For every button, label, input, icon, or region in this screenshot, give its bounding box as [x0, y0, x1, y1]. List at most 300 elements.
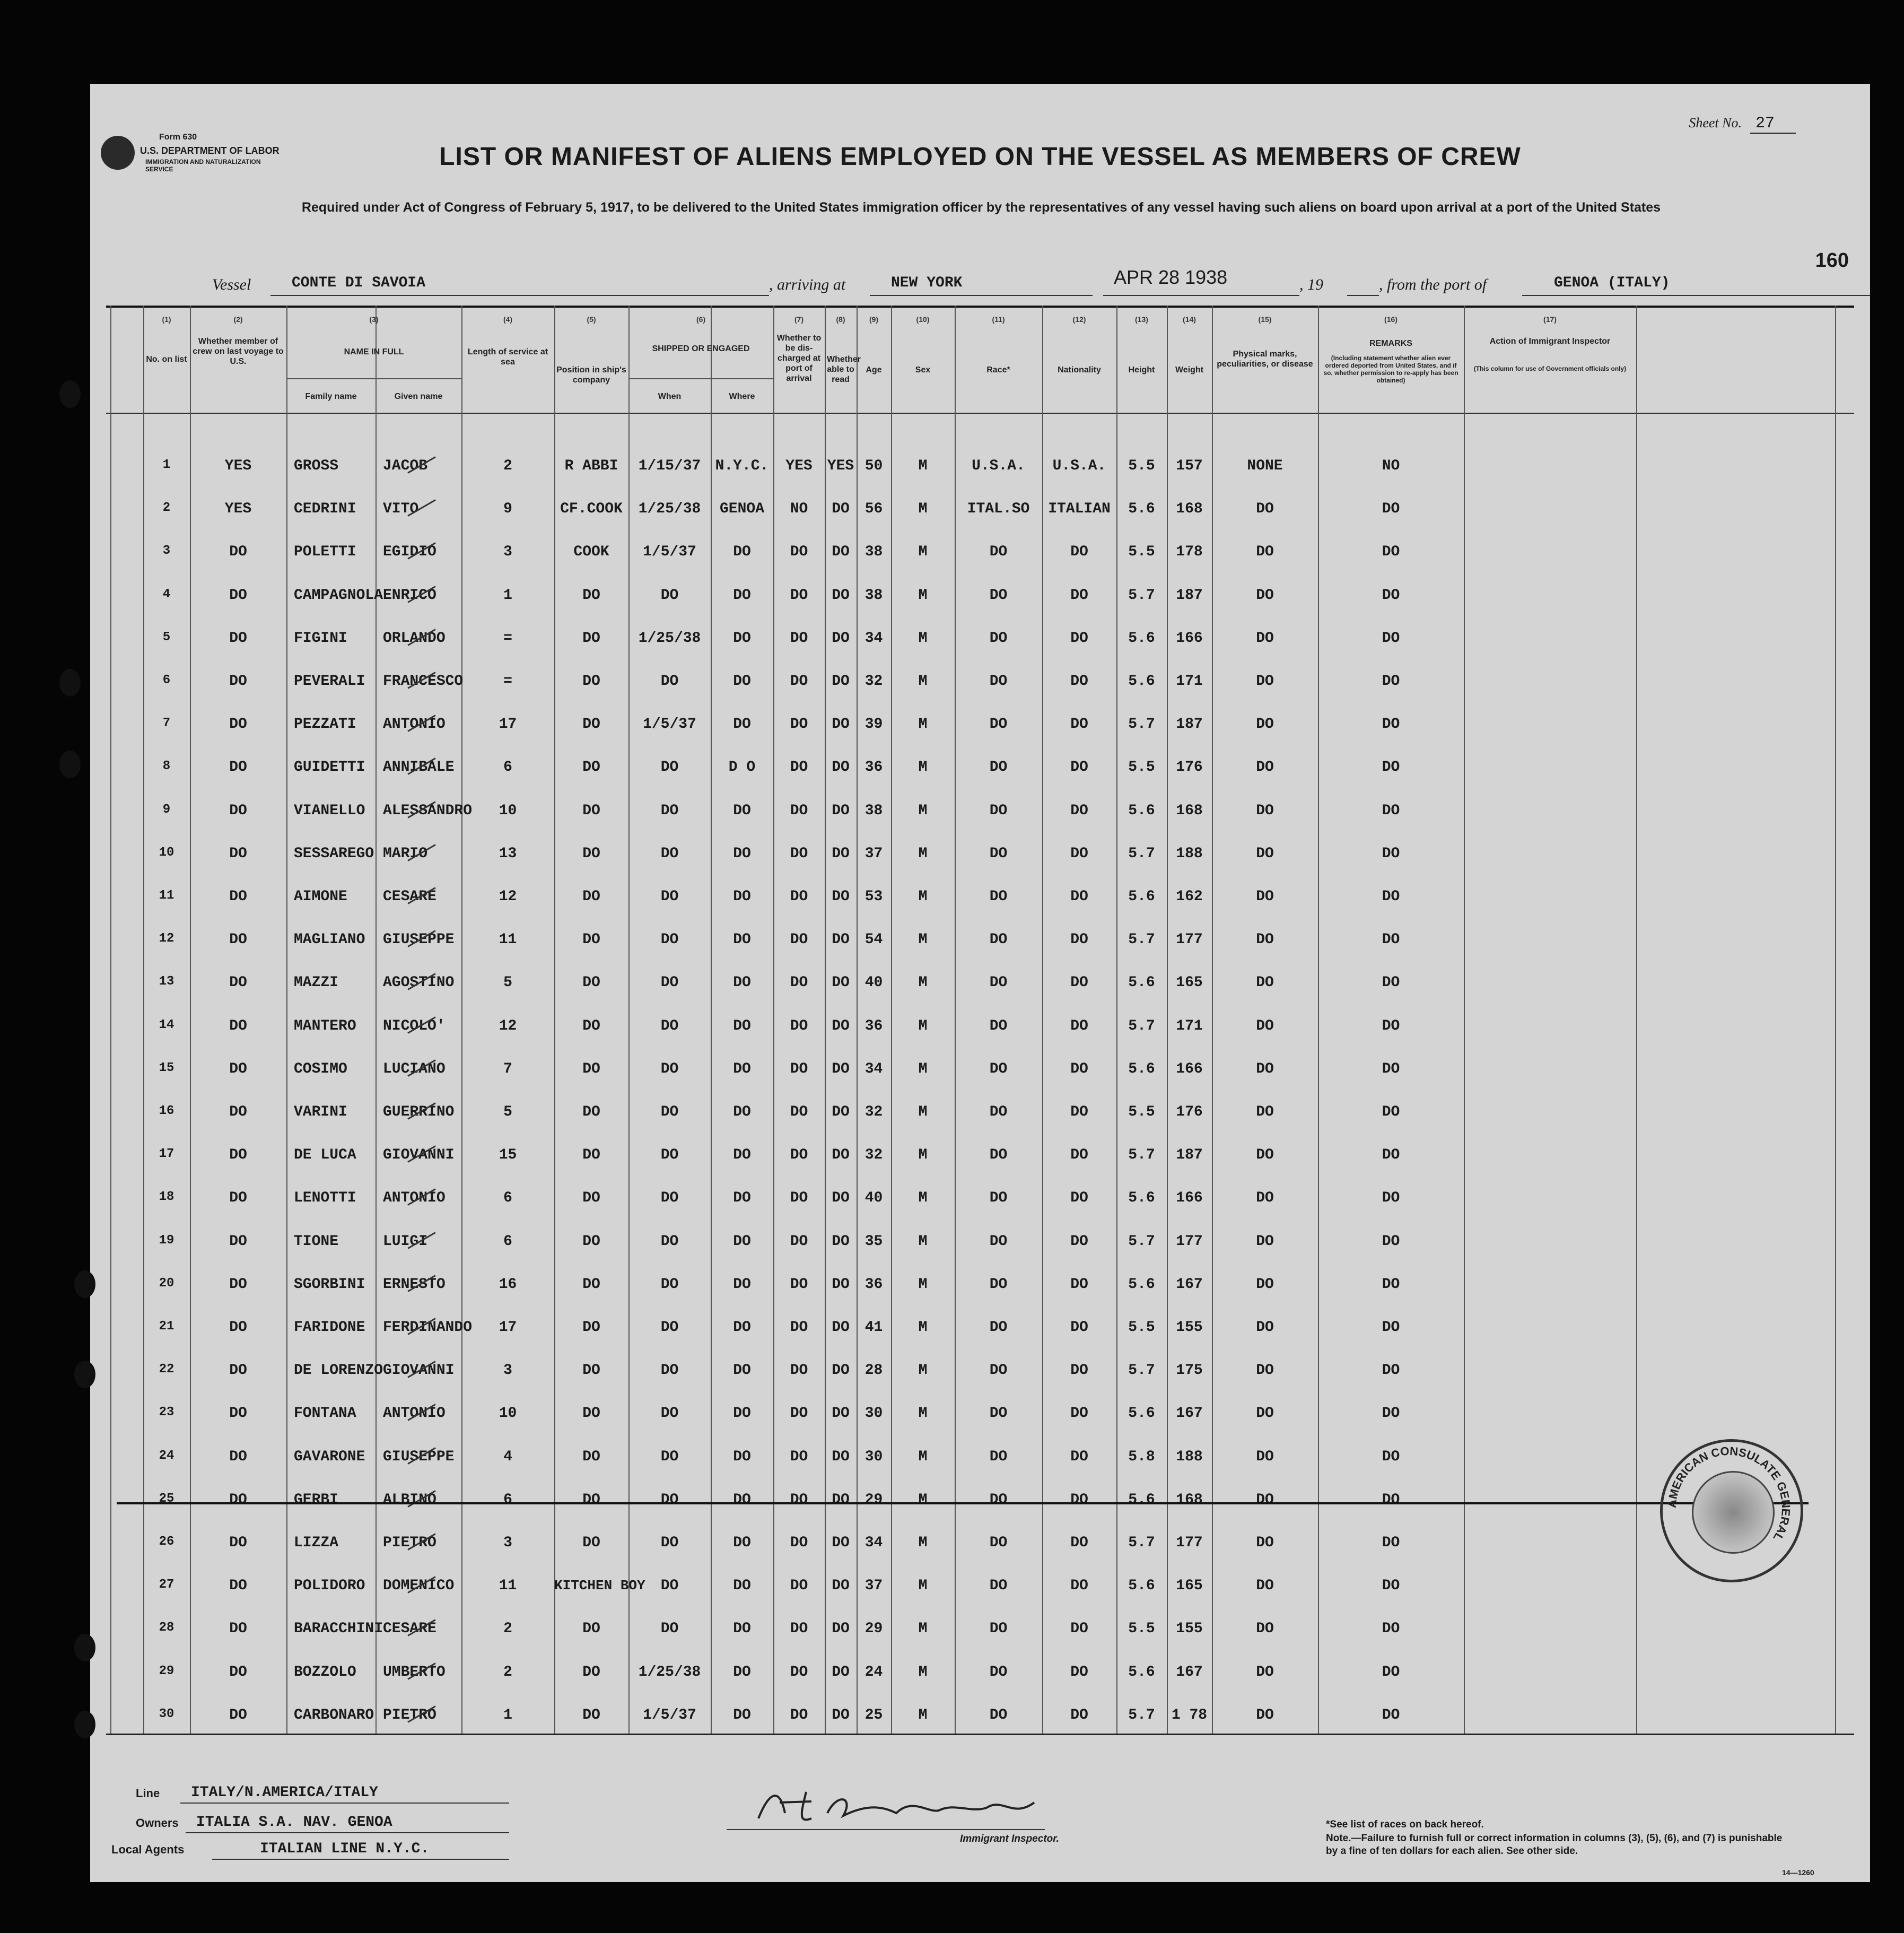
- cell-race: DO: [989, 544, 1008, 561]
- cell-height: 5.6: [1128, 630, 1155, 647]
- cell-given: ANTONIO: [383, 1190, 446, 1207]
- cell-sex: M: [918, 1578, 928, 1595]
- name-subheader-rule: [286, 378, 461, 379]
- cell-crew: DO: [229, 630, 247, 647]
- cell-disch: DO: [790, 1535, 808, 1551]
- cell-crew: DO: [229, 1060, 247, 1077]
- column-number: (17): [1543, 315, 1557, 324]
- cell-nat: DO: [1070, 1491, 1088, 1508]
- cell-no: 11: [159, 889, 174, 903]
- column-number: (14): [1183, 315, 1196, 324]
- cell-sex: M: [918, 845, 928, 862]
- cell-crew: DO: [229, 1276, 247, 1293]
- cell-position: DO: [582, 673, 600, 690]
- cell-height: 5.6: [1128, 1276, 1155, 1293]
- cell-where: DO: [733, 630, 751, 647]
- cell-phys: DO: [1256, 1104, 1274, 1120]
- cell-weight: 168: [1176, 1491, 1203, 1508]
- cell-disch: DO: [790, 1362, 808, 1379]
- cell-weight: 162: [1176, 889, 1203, 905]
- cell-crew: DO: [229, 1190, 247, 1207]
- column-number: (4): [503, 315, 513, 324]
- cell-where: GENOA: [719, 501, 764, 518]
- cell-position: DO: [582, 1017, 600, 1034]
- cell-read: DO: [832, 1664, 850, 1681]
- cell-no: 6: [162, 673, 171, 687]
- cell-read: DO: [832, 802, 850, 819]
- cell-remarks: DO: [1382, 1405, 1400, 1422]
- cell-family: POLETTI: [294, 544, 356, 561]
- cell-height: 5.5: [1128, 1319, 1155, 1336]
- cell-when: DO: [660, 802, 679, 819]
- cell-given: EGIDIO: [383, 544, 436, 561]
- cell-age: 38: [864, 802, 883, 819]
- cell-family: CEDRINI: [294, 501, 356, 518]
- column-header-sex: Sex: [915, 365, 931, 375]
- cell-age: 32: [864, 673, 883, 690]
- line-value: ITALY/N.AMERICA/ITALY: [191, 1784, 378, 1801]
- cell-sex: M: [918, 716, 928, 733]
- cell-height: 5.7: [1128, 845, 1155, 862]
- cell-position: DO: [582, 1664, 600, 1681]
- cell-remarks: NO: [1382, 458, 1400, 474]
- cell-given: ANTONIO: [383, 716, 446, 733]
- cell-disch: DO: [790, 1233, 808, 1250]
- cell-nat: DO: [1070, 1276, 1088, 1293]
- service-name: IMMIGRATION AND NATURALIZATION SERVICE: [145, 158, 261, 173]
- column-number: (16): [1384, 315, 1398, 324]
- cell-where: DO: [733, 1276, 751, 1293]
- cell-height: 5.7: [1128, 1017, 1155, 1034]
- cell-sex: M: [918, 630, 928, 647]
- binder-hole: [74, 1270, 95, 1298]
- cell-when: 1/25/38: [638, 1664, 701, 1681]
- cell-disch: DO: [790, 845, 808, 862]
- cell-height: 5.7: [1128, 931, 1155, 948]
- cell-when: DO: [660, 673, 679, 690]
- cell-where: DO: [733, 1535, 751, 1551]
- cell-race: DO: [989, 1319, 1008, 1336]
- cell-phys: DO: [1256, 1578, 1274, 1595]
- cell-age: 36: [864, 1276, 883, 1293]
- sheet-number-value: 27: [1750, 115, 1796, 134]
- cell-phys: DO: [1256, 673, 1274, 690]
- cell-service: 6: [503, 1190, 512, 1207]
- cell-crew: DO: [229, 1104, 247, 1120]
- cell-no: 4: [162, 587, 171, 602]
- cell-race: DO: [989, 587, 1008, 604]
- cell-no: 12: [159, 931, 174, 946]
- column-number: (11): [992, 315, 1005, 324]
- cell-read: DO: [832, 1535, 850, 1551]
- cell-when: 1/5/37: [643, 716, 696, 733]
- agents-value: ITALIAN LINE N.Y.C.: [260, 1841, 430, 1857]
- cell-remarks: DO: [1382, 673, 1400, 690]
- cell-race: U.S.A.: [972, 458, 1025, 474]
- cell-remarks: DO: [1382, 1578, 1400, 1595]
- cell-race: DO: [989, 1362, 1008, 1379]
- cell-family: MANTERO: [294, 1017, 356, 1034]
- cell-service: 15: [499, 1147, 517, 1164]
- cell-weight: 168: [1176, 501, 1203, 518]
- cell-no: 24: [159, 1448, 174, 1463]
- cell-disch: DO: [790, 974, 808, 991]
- cell-sex: M: [918, 458, 928, 474]
- cell-when: DO: [660, 845, 679, 862]
- cell-crew: DO: [229, 1535, 247, 1551]
- cell-race: DO: [989, 845, 1008, 862]
- cell-height: 5.7: [1128, 1706, 1155, 1723]
- cell-disch: DO: [790, 889, 808, 905]
- cell-service: 6: [503, 759, 512, 776]
- cell-nat: DO: [1070, 1535, 1088, 1551]
- cell-race: DO: [989, 1017, 1008, 1034]
- column-number: (9): [869, 315, 879, 324]
- cell-service: 17: [499, 716, 517, 733]
- cell-when: DO: [660, 1535, 679, 1551]
- cell-disch: DO: [790, 1276, 808, 1293]
- cell-crew: DO: [229, 1578, 247, 1595]
- vessel-name: CONTE DI SAVOIA: [292, 275, 426, 291]
- cell-nat: DO: [1070, 845, 1088, 862]
- cell-family: CAMPAGNOLA: [294, 587, 383, 604]
- cell-service: 3: [503, 1362, 512, 1379]
- cell-sex: M: [918, 587, 928, 604]
- cell-service: 11: [499, 931, 517, 948]
- cell-given: PIETRO: [383, 1706, 436, 1723]
- cell-where: DO: [733, 673, 751, 690]
- agents-label: Local Agents: [111, 1843, 185, 1856]
- cell-given: AGOSTINO: [383, 974, 455, 991]
- cell-sex: M: [918, 1319, 928, 1336]
- cell-phys: DO: [1256, 759, 1274, 776]
- cell-no: 23: [159, 1405, 174, 1420]
- cell-disch: DO: [790, 1578, 808, 1595]
- cell-disch: DO: [790, 544, 808, 561]
- cell-nat: DO: [1070, 1233, 1088, 1250]
- cell-crew: DO: [229, 1147, 247, 1164]
- cell-given: UMBERTO: [383, 1664, 446, 1681]
- cell-position: DO: [582, 845, 600, 862]
- cell-read: YES: [827, 458, 854, 474]
- cell-age: 53: [864, 889, 883, 905]
- cell-when: DO: [660, 1405, 679, 1422]
- cell-read: DO: [832, 1448, 850, 1465]
- cell-weight: 167: [1176, 1276, 1203, 1293]
- cell-position: DO: [582, 802, 600, 819]
- cell-read: DO: [832, 889, 850, 905]
- cell-when: DO: [660, 931, 679, 948]
- cell-nat: DO: [1070, 1147, 1088, 1164]
- binder-hole: [74, 1361, 95, 1388]
- cell-remarks: DO: [1382, 802, 1400, 819]
- cell-position: DO: [582, 1621, 600, 1638]
- cell-nat: DO: [1070, 1664, 1088, 1681]
- cell-weight: 171: [1176, 1017, 1203, 1034]
- cell-where: DO: [733, 931, 751, 948]
- cell-age: 30: [864, 1405, 883, 1422]
- cell-read: DO: [832, 1706, 850, 1723]
- cell-race: DO: [989, 974, 1008, 991]
- cell-family: TIONE: [294, 1233, 339, 1250]
- cell-when: DO: [660, 1017, 679, 1034]
- shipped-subheader-rule: [628, 378, 773, 379]
- cell-position: DO: [582, 1060, 600, 1077]
- cell-read: DO: [832, 544, 850, 561]
- cell-family: AIMONE: [294, 889, 347, 905]
- cell-read: DO: [832, 1276, 850, 1293]
- cell-position: DO: [582, 1448, 600, 1465]
- column-rule: [711, 378, 712, 1734]
- cell-phys: DO: [1256, 1405, 1274, 1422]
- cell-age: 34: [864, 1060, 883, 1077]
- cell-sex: M: [918, 673, 928, 690]
- cell-race: DO: [989, 1233, 1008, 1250]
- cell-age: 37: [864, 845, 883, 862]
- cell-phys: DO: [1256, 1017, 1274, 1034]
- cell-position: DO: [582, 1362, 600, 1379]
- penalty-note: Note.—Failure to furnish full or correct information in columns (3), (5), (6), and (7) is punishable by a fine of ten dollars for each alien. See other side.: [1326, 1833, 1783, 1857]
- cell-race: DO: [989, 931, 1008, 948]
- column-header-where: Where: [729, 392, 755, 401]
- column-header-discharged: Whether to be dis-charged at port of arrival: [776, 334, 822, 383]
- binder-hole: [59, 380, 81, 408]
- cell-where: DO: [733, 1405, 751, 1422]
- cell-age: 30: [864, 1448, 883, 1465]
- cell-no: 26: [159, 1535, 174, 1549]
- cell-remarks: DO: [1382, 1319, 1400, 1336]
- cell-family: GAVARONE: [294, 1448, 365, 1465]
- cell-age: 36: [864, 759, 883, 776]
- cell-height: 5.6: [1128, 1664, 1155, 1681]
- cell-weight: 165: [1176, 974, 1203, 991]
- cell-remarks: DO: [1382, 716, 1400, 733]
- column-header-weight: Weight: [1175, 365, 1204, 375]
- cell-when: DO: [660, 1621, 679, 1638]
- cell-family: POLIDORO: [294, 1578, 365, 1595]
- cell-height: 5.5: [1128, 1621, 1155, 1638]
- cell-given: GIOVANNI: [383, 1147, 455, 1164]
- cell-remarks: DO: [1382, 974, 1400, 991]
- cell-family: VARINI: [294, 1104, 347, 1120]
- column-number: (13): [1135, 315, 1148, 324]
- cell-family: COSIMO: [294, 1060, 347, 1077]
- cell-height: 5.6: [1128, 1491, 1155, 1508]
- cell-where: DO: [733, 1017, 751, 1034]
- manifest-sheet: [90, 84, 1870, 1882]
- column-header-member-last-voyage: Whether member of crew on last voyage to U.S.: [193, 337, 284, 366]
- cell-service: =: [503, 630, 512, 647]
- cell-read: DO: [832, 673, 850, 690]
- cell-given: GIUSEPPE: [383, 1448, 455, 1465]
- cell-age: 32: [864, 1104, 883, 1120]
- cell-crew: DO: [229, 587, 247, 604]
- cell-disch: DO: [790, 802, 808, 819]
- cell-family: FONTANA: [294, 1405, 356, 1422]
- cell-nat: DO: [1070, 1190, 1088, 1207]
- cell-crew: DO: [229, 1491, 247, 1508]
- cell-given: VITO: [383, 501, 419, 518]
- cell-age: 40: [864, 1190, 883, 1207]
- cell-crew: DO: [229, 1017, 247, 1034]
- cell-family: CARBONARO: [294, 1706, 374, 1723]
- cell-remarks: DO: [1382, 630, 1400, 647]
- column-header-position: Position in ship's company: [556, 365, 626, 385]
- form-number: Form 630: [159, 133, 197, 142]
- cell-position: DO: [582, 1233, 600, 1250]
- column-header-nationality: Nationality: [1058, 365, 1101, 375]
- line-label: Line: [136, 1787, 160, 1800]
- cell-phys: DO: [1256, 1664, 1274, 1681]
- cell-position: DO: [582, 1319, 600, 1336]
- cell-crew: DO: [229, 1405, 247, 1422]
- cell-read: DO: [832, 1060, 850, 1077]
- cell-phys: DO: [1256, 1535, 1274, 1551]
- cell-family: GROSS: [294, 458, 339, 474]
- cell-no: 1: [162, 458, 171, 472]
- cell-position: CF.COOK: [560, 501, 623, 518]
- column-number: (15): [1258, 315, 1272, 324]
- signature-image: [748, 1781, 1045, 1834]
- cell-crew: DO: [229, 1664, 247, 1681]
- cell-phys: DO: [1256, 1621, 1274, 1638]
- cell-service: 2: [503, 458, 512, 474]
- cell-age: 25: [864, 1706, 883, 1723]
- cell-service: 10: [499, 1405, 517, 1422]
- cell-sex: M: [918, 501, 928, 518]
- cell-weight: 166: [1176, 630, 1203, 647]
- cell-sex: M: [918, 1621, 928, 1638]
- cell-no: 14: [159, 1017, 174, 1032]
- cell-when: DO: [660, 1578, 679, 1595]
- cell-crew: DO: [229, 845, 247, 862]
- cell-when: DO: [660, 1233, 679, 1250]
- cell-when: DO: [660, 1147, 679, 1164]
- cell-when: 1/25/38: [638, 630, 701, 647]
- cell-phys: DO: [1256, 1276, 1274, 1293]
- owners-value: ITALIA S.A. NAV. GENOA: [196, 1814, 392, 1831]
- cell-given: CESARE: [383, 1621, 436, 1638]
- cell-family: PEVERALI: [294, 673, 365, 690]
- cell-where: DO: [733, 1706, 751, 1723]
- cell-given: NICOLO': [383, 1017, 446, 1034]
- cell-when: DO: [660, 1276, 679, 1293]
- cell-phys: NONE: [1247, 458, 1283, 474]
- cell-read: DO: [832, 1578, 850, 1595]
- cell-disch: DO: [790, 716, 808, 733]
- cell-weight: 187: [1176, 716, 1203, 733]
- cell-height: 5.5: [1128, 1104, 1155, 1120]
- cell-remarks: DO: [1382, 1147, 1400, 1164]
- cell-when: 1/5/37: [643, 544, 696, 561]
- column-header-age: Age: [866, 365, 882, 375]
- cell-nat: DO: [1070, 974, 1088, 991]
- cell-disch: DO: [790, 1147, 808, 1164]
- cell-disch: DO: [790, 931, 808, 948]
- cell-disch: DO: [790, 1491, 808, 1508]
- cell-height: 5.6: [1128, 673, 1155, 690]
- cell-height: 5.6: [1128, 1190, 1155, 1207]
- cell-given: ANNIBALE: [383, 759, 455, 776]
- form-code: 14—1260: [1782, 1868, 1814, 1877]
- binder-hole: [59, 669, 81, 696]
- cell-sex: M: [918, 1706, 928, 1723]
- cell-disch: DO: [790, 1706, 808, 1723]
- cell-disch: DO: [790, 587, 808, 604]
- cell-where: DO: [733, 1448, 751, 1465]
- cell-where: DO: [733, 845, 751, 862]
- cell-when: DO: [660, 587, 679, 604]
- races-note: *See list of races on back hereof.: [1326, 1819, 1484, 1830]
- cell-sex: M: [918, 1448, 928, 1465]
- cell-position: DO: [582, 1190, 600, 1207]
- cell-remarks: DO: [1382, 759, 1400, 776]
- column-header-action-note: (This column for use of Government officials only): [1473, 365, 1627, 372]
- cell-height: 5.5: [1128, 759, 1155, 776]
- cell-read: DO: [832, 974, 850, 991]
- cell-phys: DO: [1256, 1190, 1274, 1207]
- cell-phys: DO: [1256, 1319, 1274, 1336]
- cell-crew: DO: [229, 1448, 247, 1465]
- cell-age: 40: [864, 974, 883, 991]
- cell-position: DO: [582, 1535, 600, 1551]
- column-header-remarks: REMARKS: [1369, 339, 1412, 348]
- cell-age: 54: [864, 931, 883, 948]
- cell-given: ORLANDO: [383, 630, 446, 647]
- cell-race: DO: [989, 802, 1008, 819]
- cell-family: DE LUCA: [294, 1147, 356, 1164]
- cell-given: ERNESTO: [383, 1276, 446, 1293]
- cell-service: 6: [503, 1491, 512, 1508]
- cell-age: 32: [864, 1147, 883, 1164]
- cell-age: 50: [864, 458, 883, 474]
- cell-remarks: DO: [1382, 931, 1400, 948]
- cell-no: 19: [159, 1233, 174, 1248]
- cell-race: DO: [989, 1405, 1008, 1422]
- column-number: (2): [233, 315, 243, 324]
- cell-nat: DO: [1070, 802, 1088, 819]
- manifest-footer: [90, 1771, 1870, 1882]
- cell-remarks: DO: [1382, 587, 1400, 604]
- cell-crew: DO: [229, 1362, 247, 1379]
- cell-nat: DO: [1070, 1621, 1088, 1638]
- cell-sex: M: [918, 1491, 928, 1508]
- cell-sex: M: [918, 1664, 928, 1681]
- cell-height: 5.7: [1128, 716, 1155, 733]
- cell-disch: NO: [790, 501, 808, 518]
- cell-crew: DO: [229, 544, 247, 561]
- svg-text:AMERICAN CONSULATE GENERAL: [1665, 1444, 1793, 1544]
- cell-sex: M: [918, 802, 928, 819]
- cell-position: DO: [582, 630, 600, 647]
- cell-height: 5.6: [1128, 802, 1155, 819]
- cell-read: DO: [832, 587, 850, 604]
- cell-remarks: DO: [1382, 889, 1400, 905]
- inspector-label: Immigrant Inspector.: [960, 1833, 1059, 1844]
- cell-height: 5.7: [1128, 587, 1155, 604]
- cell-height: 5.6: [1128, 501, 1155, 518]
- cell-position: DO: [582, 931, 600, 948]
- cell-when: DO: [660, 1362, 679, 1379]
- cell-sex: M: [918, 931, 928, 948]
- cell-phys: DO: [1256, 1491, 1274, 1508]
- cell-sex: M: [918, 1104, 928, 1120]
- cell-position: DO: [582, 587, 600, 604]
- column-number: (5): [587, 315, 596, 324]
- cell-family: GUIDETTI: [294, 759, 365, 776]
- cell-race: DO: [989, 1147, 1008, 1164]
- cell-no: 10: [159, 845, 174, 860]
